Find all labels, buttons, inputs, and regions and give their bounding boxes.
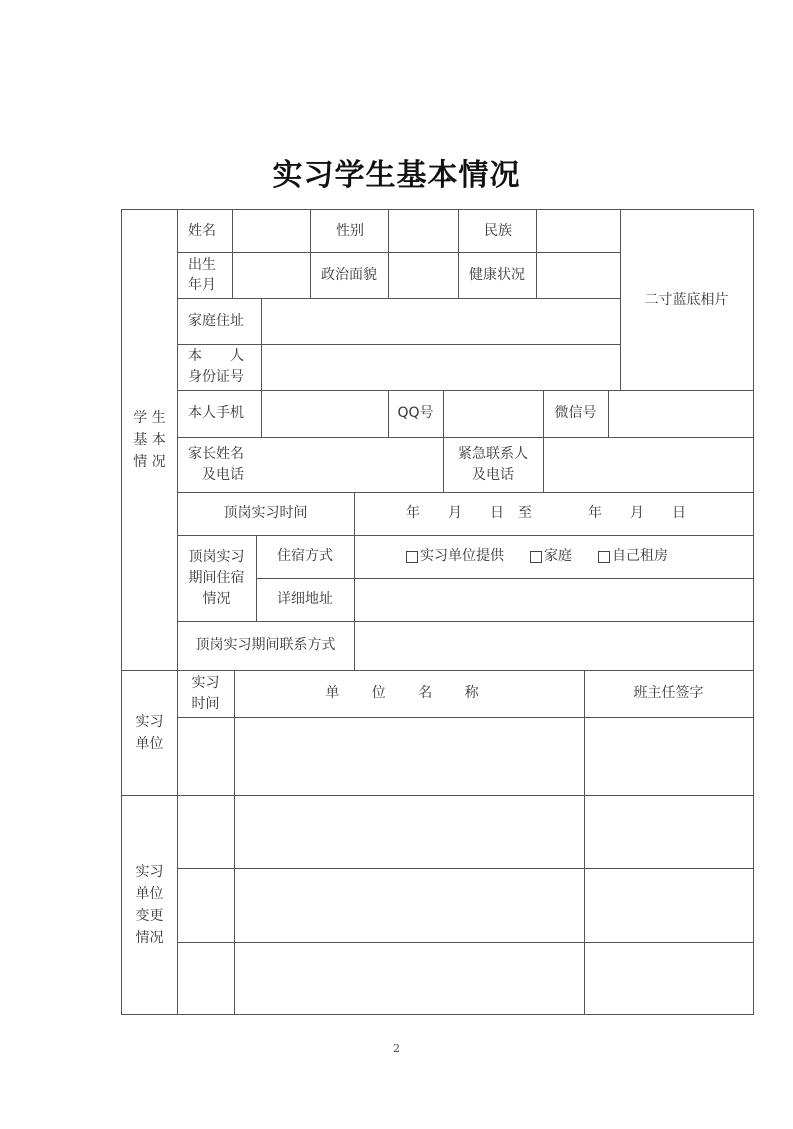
field-phone[interactable] bbox=[261, 390, 388, 437]
label-phone: 本人手机 bbox=[188, 405, 244, 421]
photo-placeholder[interactable]: 二寸蓝底相片 bbox=[644, 291, 729, 308]
label-intern-time: 顶岗实习时间 bbox=[223, 505, 308, 521]
label-emergency bbox=[443, 437, 543, 492]
field-unit-time[interactable] bbox=[177, 717, 234, 795]
label-emergency-line1: 紧急联系人 bbox=[458, 445, 528, 462]
housing-option-label: 实习单位提供 bbox=[420, 548, 504, 564]
label-parent-line2: 及电话 bbox=[202, 466, 244, 483]
label-birth: 出生 年月 bbox=[188, 257, 216, 293]
label-housing-mode: 住宿方式 bbox=[277, 548, 333, 564]
label-housing-line1: 顶岗实习 bbox=[188, 548, 245, 565]
field-political[interactable] bbox=[388, 252, 458, 298]
section-label-change-line4: 情况 bbox=[135, 929, 164, 946]
field-change-time[interactable] bbox=[177, 868, 234, 942]
field-parent[interactable] bbox=[261, 437, 443, 492]
label-name: 姓名 bbox=[188, 222, 216, 239]
checkbox-icon[interactable] bbox=[406, 551, 418, 563]
label-housing-line3: 情况 bbox=[202, 590, 231, 607]
field-intern-dates[interactable]: 年 月 日 至 年 月 日 bbox=[406, 505, 686, 521]
housing-option-unit[interactable] bbox=[406, 546, 504, 567]
section-label-change bbox=[122, 795, 177, 1014]
label-emergency-line2: 及电话 bbox=[472, 466, 514, 483]
field-contact-mode[interactable] bbox=[354, 621, 753, 670]
field-change-time[interactable] bbox=[177, 795, 234, 868]
label-parent bbox=[188, 437, 261, 492]
housing-option-family[interactable] bbox=[530, 546, 572, 567]
housing-option-rent[interactable] bbox=[598, 546, 668, 567]
field-detail-address[interactable] bbox=[354, 578, 753, 621]
field-address[interactable] bbox=[261, 298, 620, 344]
field-ethnicity[interactable] bbox=[536, 210, 620, 252]
field-change-sign[interactable] bbox=[584, 942, 753, 1014]
section-label-change-line2: 单位 bbox=[135, 885, 164, 902]
field-name[interactable] bbox=[232, 210, 310, 252]
section-label-change-line1: 实习 bbox=[135, 863, 164, 880]
label-ethnicity: 民族 bbox=[484, 222, 512, 239]
page-title: 实习学生基本情况 bbox=[272, 158, 521, 193]
page-number: 2 bbox=[393, 1042, 400, 1055]
label-idcard-line2: 身份证号 bbox=[188, 369, 244, 385]
housing-option-label: 家庭 bbox=[544, 548, 572, 564]
housing-option-label: 自己租房 bbox=[612, 548, 668, 564]
header-intern-time bbox=[177, 670, 234, 717]
label-wechat: 微信号 bbox=[554, 405, 597, 421]
label-political: 政治面貌 bbox=[321, 266, 377, 283]
label-housing-line2: 期间住宿 bbox=[188, 569, 245, 586]
section-label-change-line3: 变更 bbox=[135, 907, 164, 924]
field-idcard[interactable] bbox=[261, 344, 620, 390]
section-label-unit-line1: 实习 bbox=[135, 713, 164, 730]
field-birth[interactable] bbox=[232, 252, 310, 298]
label-idcard-line1: 本 人 bbox=[188, 348, 244, 364]
label-qq: QQ号 bbox=[397, 405, 434, 421]
label-housing bbox=[177, 535, 256, 621]
label-health: 健康状况 bbox=[469, 266, 525, 283]
housing-options bbox=[354, 535, 753, 578]
field-wechat[interactable] bbox=[608, 390, 753, 437]
student-info-table bbox=[121, 209, 754, 1015]
field-change-time[interactable] bbox=[177, 942, 234, 1014]
checkbox-icon[interactable] bbox=[530, 551, 542, 563]
field-gender[interactable] bbox=[388, 210, 458, 252]
label-idcard bbox=[188, 344, 261, 390]
field-change-unit[interactable] bbox=[234, 795, 584, 868]
section-label-unit bbox=[122, 670, 177, 795]
field-emergency[interactable] bbox=[543, 437, 753, 492]
label-gender: 性别 bbox=[336, 222, 364, 239]
label-detail-address: 详细地址 bbox=[277, 591, 333, 607]
field-change-unit[interactable] bbox=[234, 868, 584, 942]
field-qq[interactable] bbox=[443, 390, 543, 437]
header-intern-time-line2: 时间 bbox=[191, 695, 220, 712]
field-change-sign[interactable] bbox=[584, 795, 753, 868]
field-health[interactable] bbox=[536, 252, 620, 298]
header-unit-name: 单 位 名 称 bbox=[325, 685, 493, 701]
field-teacher-sign[interactable] bbox=[584, 717, 753, 795]
checkbox-icon[interactable] bbox=[598, 551, 610, 563]
header-teacher-sign: 班主任签字 bbox=[633, 685, 704, 701]
section-label-student: 学 生 基 本 情 况 bbox=[133, 410, 166, 470]
section-label-unit-line2: 单位 bbox=[135, 735, 164, 752]
label-parent-line1: 家长姓名 bbox=[188, 445, 244, 462]
field-unit-name[interactable] bbox=[234, 717, 584, 795]
field-change-unit[interactable] bbox=[234, 942, 584, 1014]
label-contact-mode: 顶岗实习期间联系方式 bbox=[195, 637, 336, 653]
header-intern-time-line1: 实习 bbox=[191, 674, 220, 691]
field-change-sign[interactable] bbox=[584, 868, 753, 942]
label-address: 家庭住址 bbox=[188, 312, 244, 329]
